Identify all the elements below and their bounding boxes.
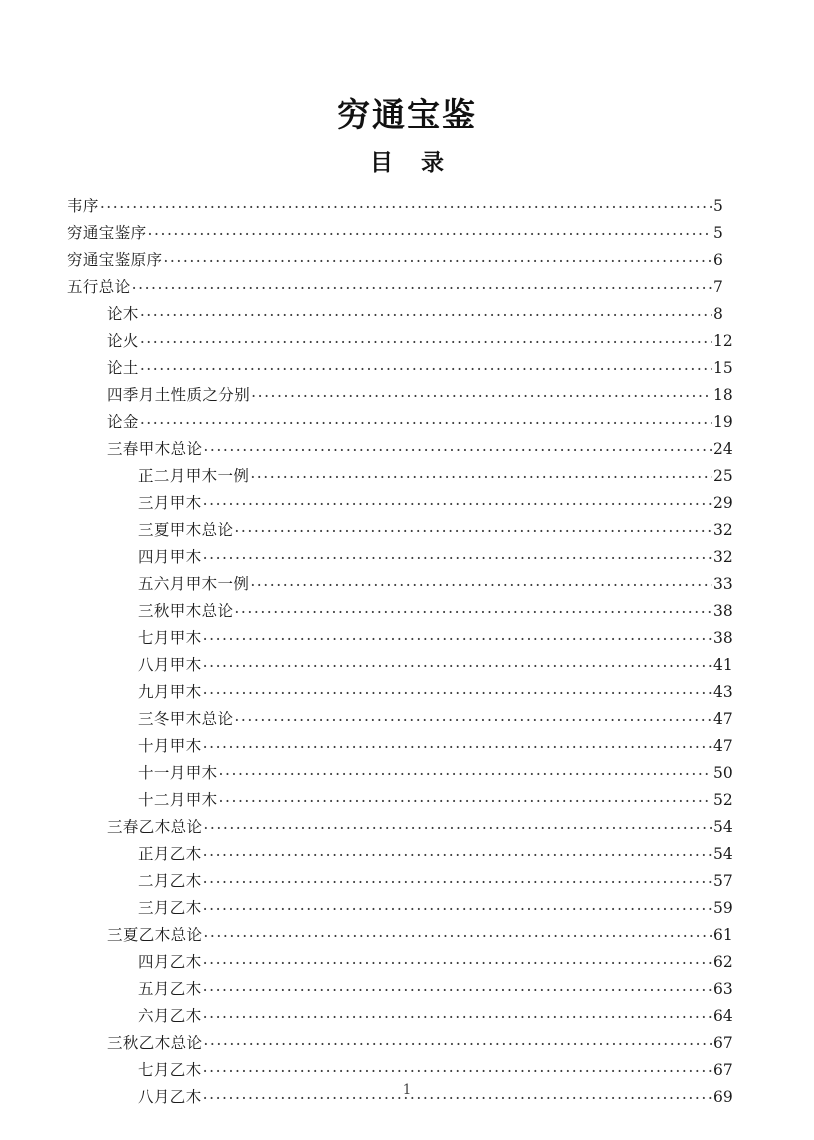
toc-entry-label: 三秋乙木总论 (107, 1034, 203, 1052)
toc-entry[interactable] (67, 896, 747, 923)
toc-entry[interactable] (67, 491, 747, 518)
toc-entry-label: 十二月甲木 (138, 791, 218, 809)
toc-entry-page-number: 52 (713, 791, 733, 809)
toc-entry[interactable] (67, 707, 747, 734)
toc-entry-page-number: 33 (713, 575, 733, 593)
toc-entry-label: 韦序 (67, 197, 99, 215)
toc-entry[interactable] (67, 1031, 747, 1058)
toc-entry-label: 八月甲木 (138, 656, 202, 674)
toc-entry[interactable] (67, 626, 747, 653)
toc-leader-dots (203, 1060, 712, 1076)
toc-leader-dots (203, 844, 712, 860)
toc-leader-dots (203, 817, 712, 833)
table-of-contents-heading: 目 录 (369, 149, 454, 177)
toc-leader-dots (203, 952, 712, 968)
toc-leader-dots (203, 439, 712, 455)
toc-entry-label: 十月甲木 (138, 737, 202, 755)
toc-leader-dots (203, 682, 712, 698)
toc-entry[interactable] (67, 302, 747, 329)
toc-leader-dots (132, 277, 712, 293)
toc-entry-label: 十一月甲木 (138, 764, 218, 782)
toc-entry[interactable] (67, 599, 747, 626)
toc-leader-dots (219, 790, 712, 806)
toc-entry-page-number: 63 (713, 980, 733, 998)
toc-entry-page-number: 47 (713, 710, 733, 728)
toc-entry[interactable] (67, 734, 747, 761)
toc-entry[interactable] (67, 194, 747, 221)
toc-entry-label: 四月乙木 (138, 953, 202, 971)
toc-leader-dots (100, 196, 712, 212)
toc-entry-label: 八月乙木 (138, 1088, 202, 1106)
toc-leader-dots (234, 709, 712, 725)
toc-entry[interactable] (67, 977, 747, 1004)
toc-entry[interactable] (67, 248, 747, 275)
toc-entry[interactable] (67, 923, 747, 950)
footer-page-number: 1 (402, 1082, 412, 1098)
toc-leader-dots (219, 763, 712, 779)
toc-leader-dots (203, 979, 712, 995)
toc-entry-page-number: 54 (713, 845, 733, 863)
toc-entry-page-number: 67 (713, 1061, 733, 1079)
toc-entry-page-number: 6 (713, 251, 723, 269)
toc-entry-page-number: 5 (713, 224, 723, 242)
toc-leader-dots (251, 385, 712, 401)
toc-leader-dots (148, 223, 712, 239)
toc-entry-label: 正月乙木 (138, 845, 202, 863)
toc-leader-dots (234, 520, 712, 536)
toc-leader-dots (163, 250, 712, 266)
toc-entry-label: 二月乙木 (138, 872, 202, 890)
toc-entry[interactable] (67, 410, 747, 437)
toc-entry[interactable] (67, 815, 747, 842)
toc-leader-dots (140, 412, 712, 428)
toc-leader-dots (203, 871, 712, 887)
toc-entry-label: 七月乙木 (138, 1061, 202, 1079)
toc-entry-page-number: 62 (713, 953, 733, 971)
toc-entry[interactable] (67, 950, 747, 977)
toc-entry-page-number: 38 (713, 629, 733, 647)
toc-entry-label: 正二月甲木一例 (138, 467, 250, 485)
toc-leader-dots (140, 331, 712, 347)
toc-leader-dots (250, 466, 712, 482)
toc-entry-page-number: 47 (713, 737, 733, 755)
toc-entry[interactable] (67, 518, 747, 545)
toc-entry[interactable] (67, 437, 747, 464)
toc-entry-page-number: 69 (713, 1088, 733, 1106)
toc-entry[interactable] (67, 221, 747, 248)
toc-entry-label: 四月甲木 (138, 548, 202, 566)
toc-entry[interactable] (67, 1004, 747, 1031)
toc-entry[interactable] (67, 545, 747, 572)
toc-entry-page-number: 38 (713, 602, 733, 620)
toc-entry-page-number: 50 (713, 764, 733, 782)
toc-leader-dots (203, 628, 712, 644)
toc-entry-label: 论木 (107, 305, 139, 323)
toc-entry[interactable] (67, 275, 747, 302)
toc-entry-page-number: 41 (713, 656, 733, 674)
toc-leader-dots (234, 601, 712, 617)
toc-entry-label: 三冬甲木总论 (138, 710, 234, 728)
toc-entry-label: 七月甲木 (138, 629, 202, 647)
toc-entry-label: 三月乙木 (138, 899, 202, 917)
toc-leader-dots (203, 655, 712, 671)
toc-entry-label: 论金 (107, 413, 139, 431)
toc-entry-page-number: 29 (713, 494, 733, 512)
toc-entry[interactable] (67, 788, 747, 815)
toc-entry[interactable] (67, 761, 747, 788)
toc-entry-page-number: 32 (713, 548, 733, 566)
toc-entry-label: 五月乙木 (138, 980, 202, 998)
toc-entry[interactable] (67, 329, 747, 356)
toc-entry-label: 穷通宝鉴序 (67, 224, 147, 242)
toc-entry[interactable] (67, 842, 747, 869)
toc-entry-page-number: 59 (713, 899, 733, 917)
toc-entry-label: 九月甲木 (138, 683, 202, 701)
table-of-contents (67, 194, 747, 1112)
toc-entry-page-number: 57 (713, 872, 733, 890)
toc-entry-page-number: 18 (713, 386, 733, 404)
toc-leader-dots (250, 574, 712, 590)
toc-leader-dots (203, 925, 712, 941)
toc-entry[interactable] (67, 1058, 747, 1085)
toc-entry[interactable] (67, 680, 747, 707)
toc-entry[interactable] (67, 356, 747, 383)
toc-entry-page-number: 25 (713, 467, 733, 485)
toc-entry-label: 三夏乙木总论 (107, 926, 203, 944)
toc-entry-label: 论火 (107, 332, 139, 350)
toc-entry[interactable] (67, 653, 747, 680)
toc-entry[interactable] (67, 869, 747, 896)
toc-entry-page-number: 5 (713, 197, 723, 215)
toc-entry-page-number: 67 (713, 1034, 733, 1052)
toc-leader-dots (203, 736, 712, 752)
toc-entry-page-number: 7 (713, 278, 723, 296)
toc-entry-label: 三春乙木总论 (107, 818, 203, 836)
toc-leader-dots (203, 1033, 712, 1049)
toc-entry-page-number: 32 (713, 521, 733, 539)
toc-entry-page-number: 24 (713, 440, 733, 458)
toc-leader-dots (140, 304, 712, 320)
toc-entry-label: 五六月甲木一例 (138, 575, 250, 593)
toc-entry-page-number: 61 (713, 926, 733, 944)
toc-entry-label: 论土 (107, 359, 139, 377)
toc-entry-label: 三春甲木总论 (107, 440, 203, 458)
toc-entry-page-number: 8 (713, 305, 723, 323)
toc-leader-dots (203, 898, 712, 914)
toc-entry-page-number: 12 (713, 332, 733, 350)
toc-leader-dots (203, 547, 712, 563)
toc-entry-label: 三秋甲木总论 (138, 602, 234, 620)
toc-entry-label: 穷通宝鉴原序 (67, 251, 163, 269)
toc-entry-label: 五行总论 (67, 278, 131, 296)
toc-leader-dots (140, 358, 712, 374)
toc-entry-label: 三月甲木 (138, 494, 202, 512)
toc-leader-dots (203, 493, 712, 509)
toc-entry-label: 三夏甲木总论 (138, 521, 234, 539)
toc-entry-label: 四季月土性质之分别 (107, 386, 251, 404)
toc-entry[interactable] (67, 572, 747, 599)
toc-entry-page-number: 64 (713, 1007, 733, 1025)
toc-entry[interactable] (67, 464, 747, 491)
toc-entry-page-number: 15 (713, 359, 733, 377)
page-title: 穷通宝鉴 (337, 95, 477, 134)
toc-entry-page-number: 54 (713, 818, 733, 836)
toc-entry-label: 六月乙木 (138, 1007, 202, 1025)
toc-entry-page-number: 43 (713, 683, 733, 701)
toc-entry[interactable] (67, 383, 747, 410)
toc-entry-page-number: 19 (713, 413, 733, 431)
toc-leader-dots (203, 1006, 712, 1022)
